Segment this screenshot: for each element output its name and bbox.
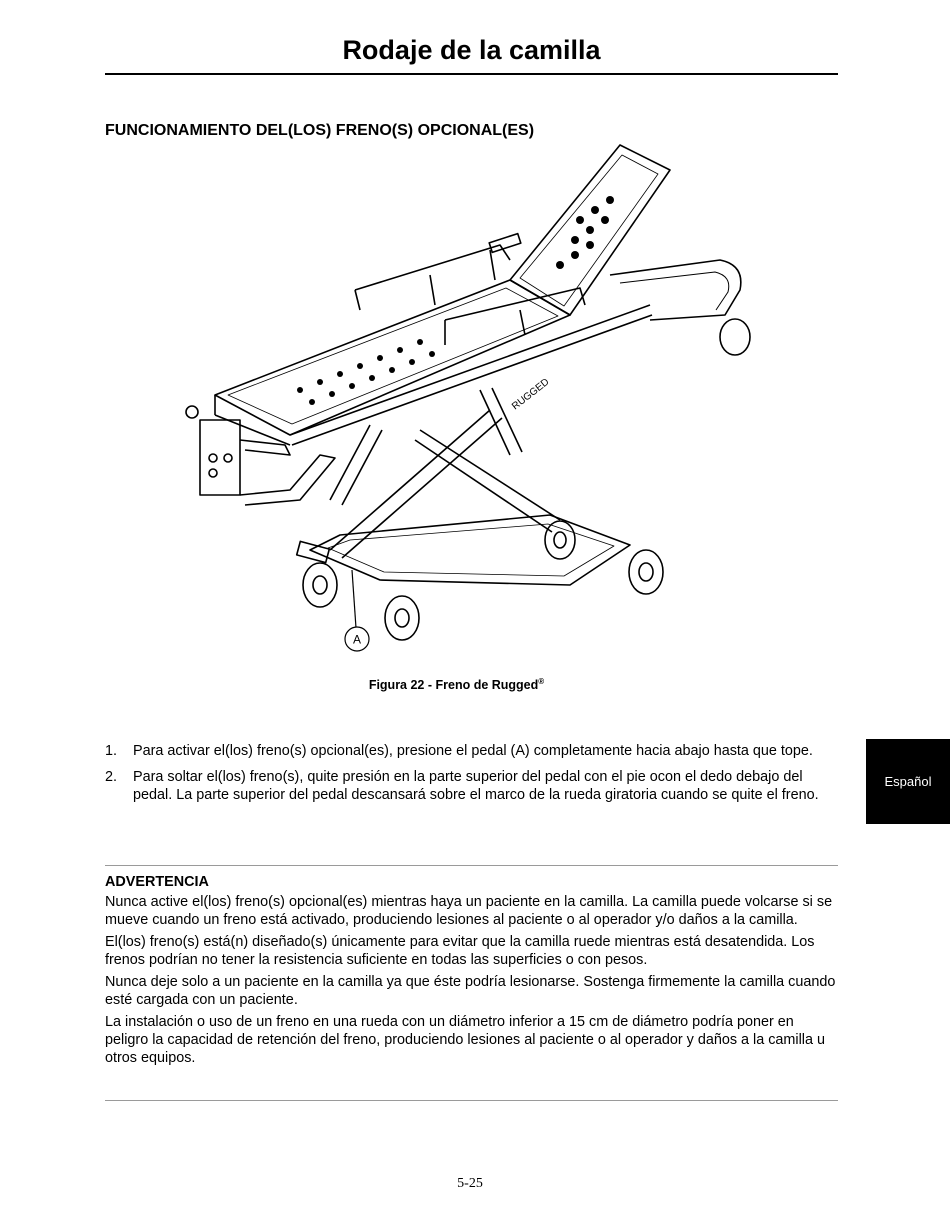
figure-caption-text: Figura 22 - Freno de Rugged xyxy=(368,678,539,693)
warning-paragraph: El(los) freno(s) está(n) diseñado(s) únicamente para evitar que la camilla ruede mientras está desatendida. Los frenos podrían no tener la resistencia suficiente en todas las superficies o con pesos. xyxy=(105,934,815,968)
warning-paragraph: La instalación o uso de un freno en una rueda con un diámetro inferior a 15 cm de diámetro podría poner en peligro la capacidad de retención del freno, produciendo lesiones al paciente o al operador y daños a la camilla u otros equipos. xyxy=(105,1014,826,1066)
list-item xyxy=(105,768,838,804)
siderail-rear xyxy=(355,245,510,310)
caster-front-right xyxy=(385,596,419,640)
figure-caption xyxy=(105,677,808,692)
caster-rear-left xyxy=(545,521,575,559)
warning-title: ADVERTENCIA xyxy=(105,874,209,890)
language-tab-label: Español xyxy=(884,774,932,789)
step-number: 2. xyxy=(105,769,118,785)
callout-label: A xyxy=(352,632,362,647)
title-divider xyxy=(105,73,838,75)
section-heading: FUNCIONAMIENTO DEL(LOS) FRENO(S) OPCIONAL(ES) xyxy=(105,122,535,139)
callout-leader xyxy=(352,570,356,628)
loading-wheel xyxy=(720,319,750,355)
warning-bottom-divider xyxy=(105,1100,838,1101)
foot-handle xyxy=(240,455,335,505)
stretcher-illustration xyxy=(180,140,770,660)
step-text: Para soltar el(los) freno(s), quite presión en la parte superior del pedal con el pie ocon el dedo debajo del pedal. La parte superior del pedal descansará sobre el marco de la rueda giratoria cuando se quite el freno. xyxy=(133,769,819,803)
head-frame xyxy=(610,260,741,320)
instruction-steps xyxy=(105,742,838,812)
caster-front-left xyxy=(303,563,337,607)
step-number: 1. xyxy=(105,743,118,759)
list-item xyxy=(105,742,838,760)
warning-top-divider xyxy=(105,865,838,866)
warning-paragraph: Nunca deje solo a un paciente en la camilla ya que éste podría lesionarse. Sostenga firmemente la camilla cuando esté cargada con un paciente. xyxy=(105,974,836,1008)
warning-block xyxy=(105,873,838,1071)
page-number: 5-25 xyxy=(457,1176,483,1191)
step-text: Para activar el(los) freno(s) opcional(es), presione el pedal (A) completamente hacia abajo hasta que tope. xyxy=(133,743,813,759)
language-tab xyxy=(866,739,950,824)
x-frame-2 xyxy=(420,430,560,520)
registered-mark: ® xyxy=(538,677,545,686)
brand-label: RUGGED xyxy=(510,376,552,413)
stretcher-drawing xyxy=(180,140,770,660)
foot-end xyxy=(200,420,240,495)
caster-rear-right xyxy=(629,550,663,594)
warning-paragraph: Nunca active el(los) freno(s) opcional(es) mientras haya un paciente en la camilla. La camilla puede volcarse si se mueve cuando un freno está activado, produciendo lesiones al paciente o al operador y/o daños a la camilla. xyxy=(105,894,833,928)
page-title: Rodaje de la camilla xyxy=(342,35,601,65)
